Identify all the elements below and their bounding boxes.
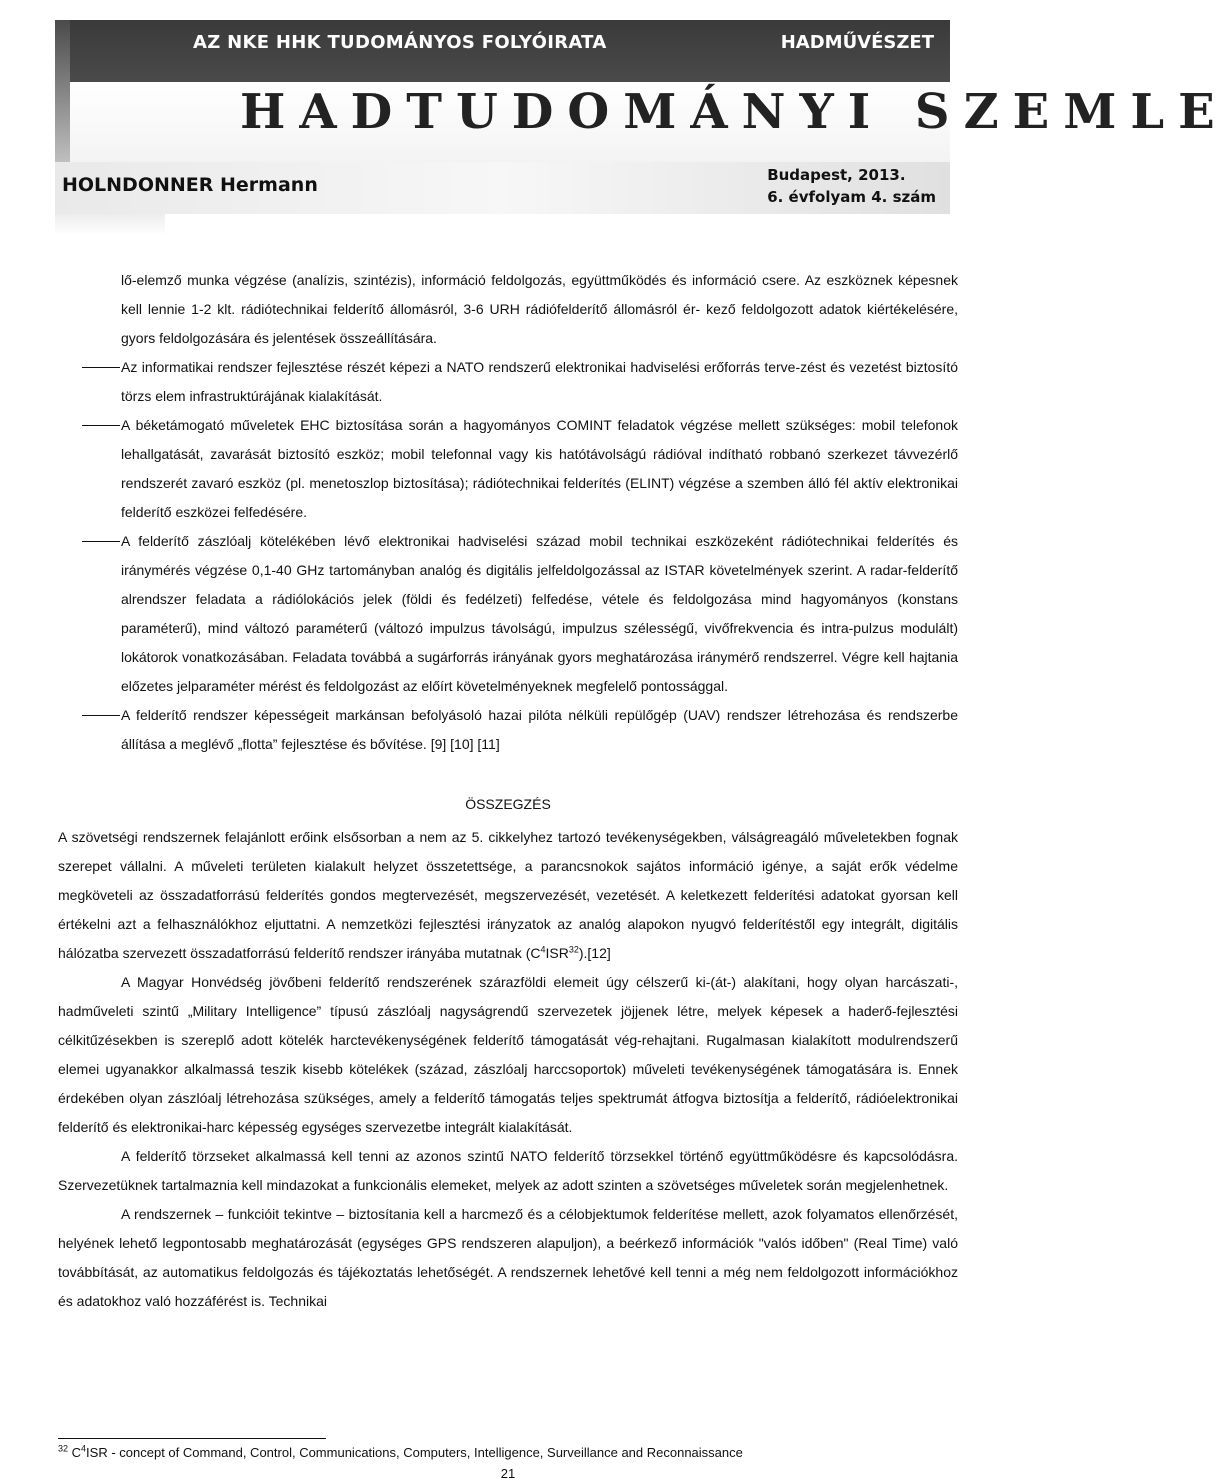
footnote-ref: 32: [568, 944, 579, 955]
bullet-item: [58, 701, 958, 759]
bullet-text: Az informatikai rendszer fejlesztése részét képezi a NATO rendszerű elektronikai hadviselési erőforrás terve-zést és vezetést biztosító törzs elem infrastruktúrájának kialakítását.: [121, 359, 958, 404]
bullet-dash: [82, 367, 120, 368]
bullet-dash: [82, 715, 120, 716]
footnote-rule: [58, 1438, 326, 1439]
footnote-text: ISR - concept of Command, Control, Communications, Computers, Intelligence, Surveillance and Reconnaissance: [86, 1445, 743, 1460]
article-body: [58, 266, 958, 1316]
publication-info: [767, 164, 936, 208]
footnote-number: 32: [58, 1443, 69, 1454]
volume-issue: 6. évfolyam 4. szám: [767, 188, 936, 206]
bullet-item: [58, 527, 958, 701]
place-date: Budapest, 2013.: [767, 166, 906, 184]
section-heading: ÖSSZEGZÉS: [465, 796, 551, 812]
summary-paragraph-1: [58, 823, 958, 968]
intro-paragraph: [58, 266, 958, 353]
journal-header: [0, 0, 1229, 242]
footnote-superscript: 4: [81, 1443, 87, 1454]
intro-line-3: kező feldolgozott adatok kiértékelésére, gyors feldolgozására és jelentések összeállítására.: [121, 301, 959, 346]
bullet-text: A felderítő rendszer képességeit markánsan befolyásoló hazai pilóta nélküli repülőgép (UAV) rendszer létrehozása és rendszerbe állítása a meglévő „flotta” fejlesztése és bővítése. [9] [10] [11]: [121, 707, 958, 752]
citation: ).[12]: [578, 945, 611, 961]
bullet-text: A felderítő zászlóalj kötelékében lévő elektronikai hadviselési század mobil technikai eszközeként rádiótechnikai felderítés és iránymérés végzése 0,1-40 GHz tartományban analóg és digitális jelfeldolgozással az ISTAR követelmények szerint. A radar-felderítő alrendszer feladata a rádiólokációs jelek (földi és fedélzeti) felfedése, vétele és feldolgozása mind hagyományos (konstans paraméterű), mind változó paraméterű (változó impulzus távolságú, impulzus szélességű, vivőfrekvencia és intra-pulzus modulált) lokátorok vonatkozásában. Feladata továbbá a sugárforrás irányának gyors meghatározása iránymérő rendszerrel. Végre kell hajtania előzetes jelparaméter mérést és feldolgozást az előírt követelményeknek megfelelő pontossággal.: [121, 533, 958, 694]
bullet-dash: [82, 541, 120, 542]
intro-line-1: lő-elemző munka végzése (analízis, szintézis), információ feldolgozás, együttműködés és információ csere. Az: [121, 272, 822, 288]
journal-masthead: HADTUDOMÁNYI SZEMLE: [240, 84, 1229, 140]
journal-branch: HADMŰVÉSZET: [780, 32, 934, 53]
summary-paragraph-3: A felderítő törzseket alkalmassá kell tenni az azonos szintű NATO felderítő törzsekkel történő együttműködésre és kapcsolódásra. Szervezetüknek tartalmaznia kell mindazokat a funkcionális elemeket, melyek az adott szinten a szövetséges műveletek során megjelenhetnek.: [58, 1148, 958, 1193]
superscript: 4: [540, 944, 546, 955]
isr-text: ISR: [545, 945, 569, 961]
bullet-item: [58, 411, 958, 527]
author-name: HOLNDONNER Hermann: [62, 174, 318, 196]
bullet-item: [58, 353, 958, 411]
paragraph-text: A szövetségi rendszernek felajánlott erőink elsősorban a nem az 5. cikkelyhez tartozó tevékenységekben, válságreagáló műveletekben fognak szerepet vállalni. A műveleti területen kialakult helyzet összetettsége, a parancsnokok sajátos információ igénye, a saját erők védelme megköveteli az összadatforrású felderítés gondos megtervezését, megszervezését, vezetését. A keletkezett felderítési adatokat gyorsan kell értékelni azt a felhasználókhoz eljuttatni. A nemzetközi fejlesztési irányzatok az analóg alapokon nyugvó felderítéstől egy integrált, digitális hálózatba szervezett összadatforrású felderítő rendszer irányába mutatnak (C: [58, 829, 958, 961]
summary-paragraph-2: A Magyar Honvédség jövőbeni felderítő rendszerének szárazföldi elemeit úgy célszerű ki-(át-) alakítani, hogy olyan harcászati-, hadműveleti szintű „Military Intelligence” típusú zászlóalj nagyságrendű szervezetek jöjjenek létre, melyek képesek a haderő-fejlesztési célkitűzésekben is szereplő adott kötelék harctevékenységének felderítő támogatását vég-rehajtani. Rugalmasan kialakított modulrendszerű elemei ugyanakkor alkalmassá teszik kisebb kötelékek (század, zászlóalj harccsoportok) műveleti tevékenységének támogatására is. Ennek érdekében olyan zászlóalj létrehozása szükséges, amely a felderítő támogatás teljes spektrumát átfogva biztosítja a felderítő, rádióelektronikai felderítő és elektronikai-harc képesség egységes szervezetbe integrált kialakítását.: [58, 974, 958, 1135]
bullet-text: A béketámogató műveletek EHC biztosítása során a hagyományos COMINT feladatok végzése mellett szükséges: mobil telefonok lehallgatását, zavarását biztosító eszköz; mobil telefonnal vagy kis hatótávolságú rádióval indítható robbanó szerkezet távvezérlő rendszerét zavaró eszköz (pl. menetoszlop biztosítása); rádiótechnikai felderítés (ELINT) végzése a szemben álló fél aktív elektronikai felderítő eszközei felfedésére.: [121, 417, 958, 520]
footnote: [58, 1445, 743, 1460]
footnote-prefix: C: [71, 1445, 82, 1460]
summary-paragraph-4: A rendszernek – funkcióit tekintve – biztosítania kell a harcmező és a célobjektumok felderítése mellett, azok folyamatos ellenőrzését, helyének lehető legpontosabb meghatározását (egységes GPS rendszeren alapuljon), a beérkező információk "valós időben" (Real Time) való továbbítását, az automatikus feldolgozás és tájékoztatás lehetőségét. A rendszernek lehetővé kell tenni a még nem feldolgozott információkhoz és adatokhoz való hozzáférést is. Technikai: [58, 1206, 958, 1309]
bullet-dash: [82, 425, 120, 426]
journal-name: AZ NKE HHK TUDOMÁNYOS FOLYÓIRATA: [193, 32, 607, 53]
page-number: 21: [500, 1466, 516, 1481]
intro-line-2: eszköznek képesnek kell lennie 1-2 klt. rádiótechnikai felderítő állomásról, 3-6 URH rádiófelderítő állomásról ér-: [121, 272, 958, 317]
